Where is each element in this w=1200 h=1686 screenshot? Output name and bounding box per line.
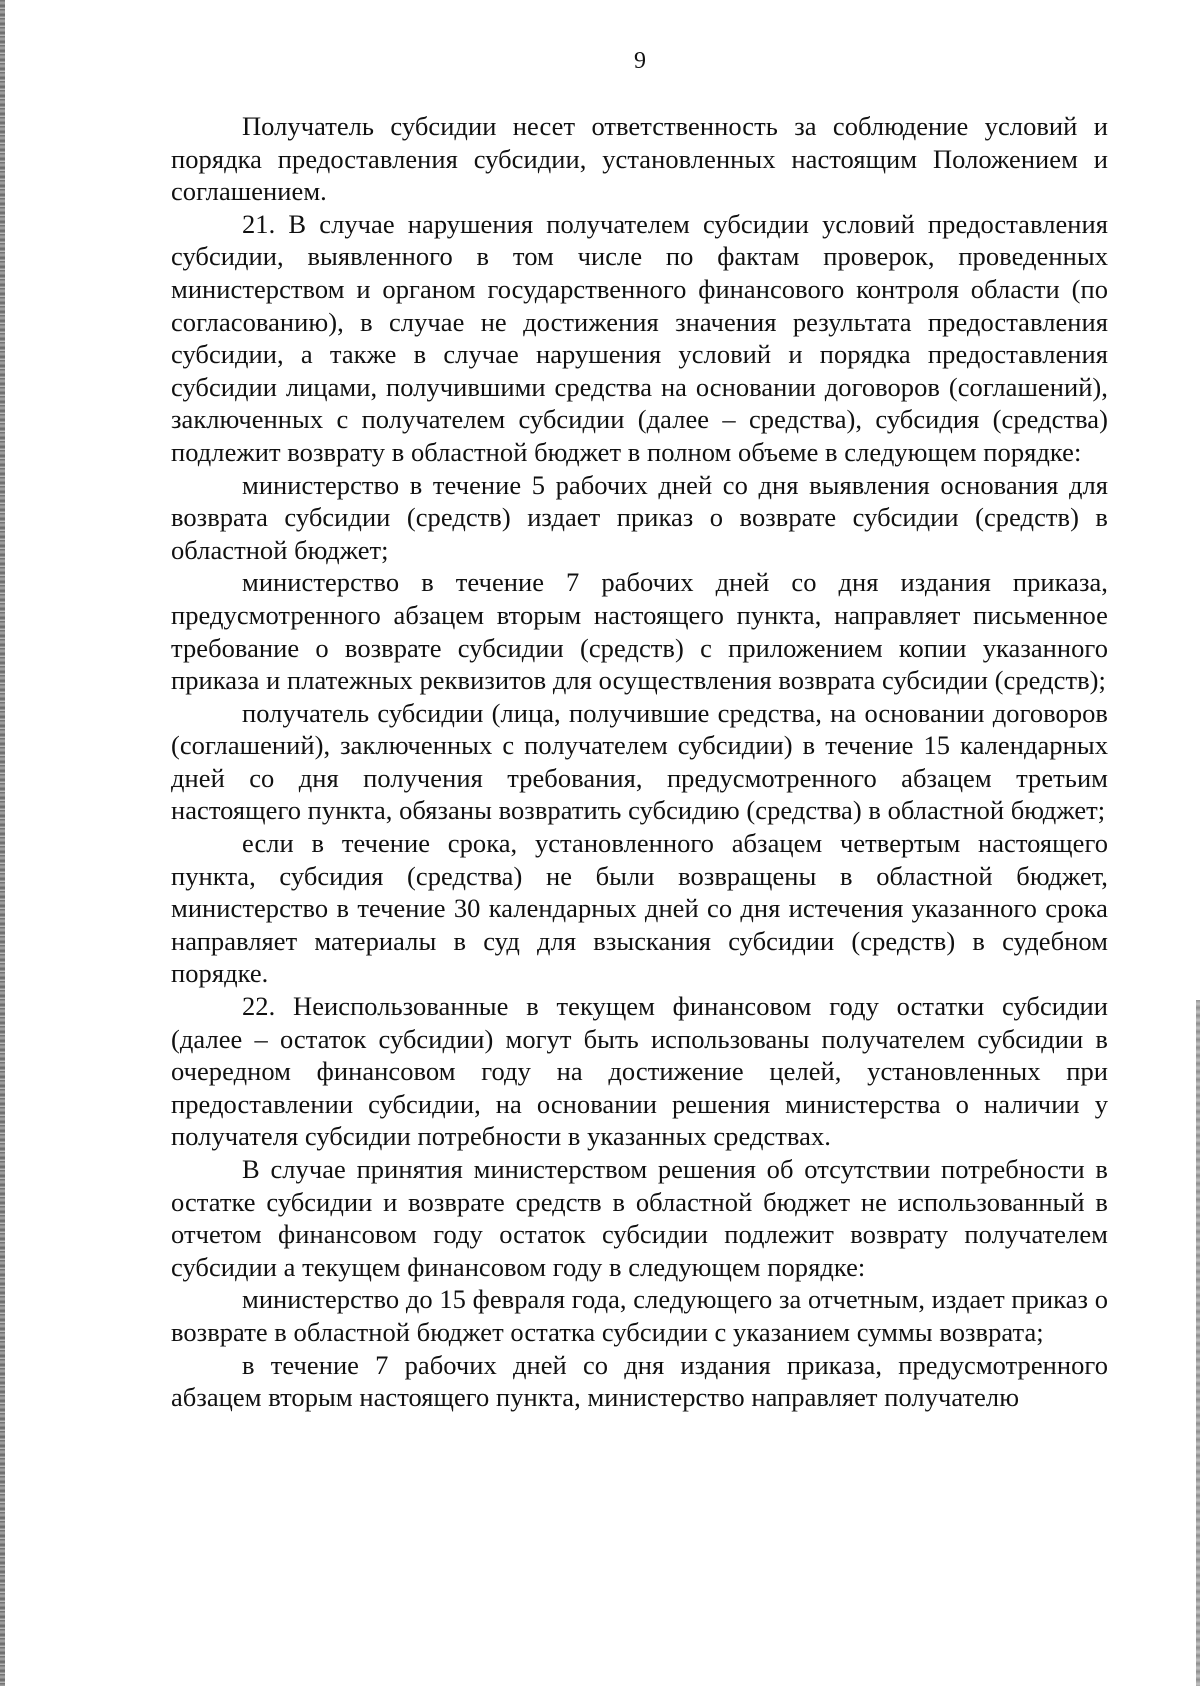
paragraph-clause-21-requirement: министерство в течение 7 рабочих дней со дня издания приказа, предусмотренного абзацем вторым настоящего пункта, направляет письменное требование о возврате субсидии (средств) с приложением копии указанного приказа и платежных реквизитов для осуществления возврата субсидии (средств); <box>171 567 1108 696</box>
page-number: 9 <box>634 48 646 74</box>
paragraph-clause-21: 21. В случае нарушения получателем субсидии условий предоставления субсидии, выявленного в том числе по фактам проверок, проведенных министерством и органом государственного финансового контроля области (по согласованию), в случае не достижения значения результата предоставления субсидии, а также в случае нарушения условий и порядка предоставления субсидии лицами, получившими средства на основании договоров (соглашений), заключенных с получателем субсидии (далее – средства), субсидия (средства) подлежит возврату в областной бюджет в полном объеме в следующем порядке: <box>171 208 1108 467</box>
scan-edge-right <box>1196 1000 1200 1686</box>
paragraph-clause-21-order: министерство в течение 5 рабочих дней со дня выявления основания для возврата субсидии (средств) издает приказ о возврате субсидии (средств) в областной бюджет; <box>171 469 1108 565</box>
paragraph-clause-21-court: если в течение срока, установленного абзацем четвертым настоящего пункта, субсидия (средства) не были возвращены в областной бюджет, министерство в течение 30 календарных дней со дня истечения указанного срока направляет материалы в суд для взыскания субсидии (средств) в судебном порядке. <box>171 828 1108 989</box>
scan-edge-left <box>0 0 5 1686</box>
document-body <box>171 110 1108 1414</box>
paragraph-clause-21-return: получатель субсидии (лица, получившие средства, на основании договоров (соглашений), заключенных с получателем субсидии) в течение 15 календарных дней со дня получения требования, предусмотренного абзацем третьим настоящего пункта, обязаны возвратить субсидию (средства) в областной бюджет; <box>171 697 1108 826</box>
paragraph-clause-22-decision: В случае принятия министерством решения об отсутствии потребности в остатке субсидии и возврате средств в областной бюджет не использованный в отчетом финансовом году остаток субсидии подлежит возврату получателем субсидии а текущем финансовом году в следующем порядке: <box>171 1154 1108 1282</box>
paragraph-clause-22-notice: в течение 7 рабочих дней со дня издания приказа, предусмотренного абзацем вторым настоящего пункта, министерство направляет получателю <box>171 1349 1108 1413</box>
paragraph-clause-22: 22. Неиспользованные в текущем финансовом году остатки субсидии (далее – остаток субсидии) могут быть использованы получателем субсидии в очередном финансовом году на достижение целей, установленных при предоставлении субсидии, на основании решения министерства о наличии у получателя субсидии потребности в указанных средствах. <box>171 991 1108 1152</box>
paragraph-responsibility: Получатель субсидии несет ответственность за соблюдение условий и порядка предоставления субсидии, установленных настоящим Положением и соглашением. <box>171 111 1108 207</box>
paragraph-clause-22-order: министерство до 15 февраля года, следующего за отчетным, издает приказ о возврате в областной бюджет остатка субсидии с указанием суммы возврата; <box>171 1284 1108 1347</box>
